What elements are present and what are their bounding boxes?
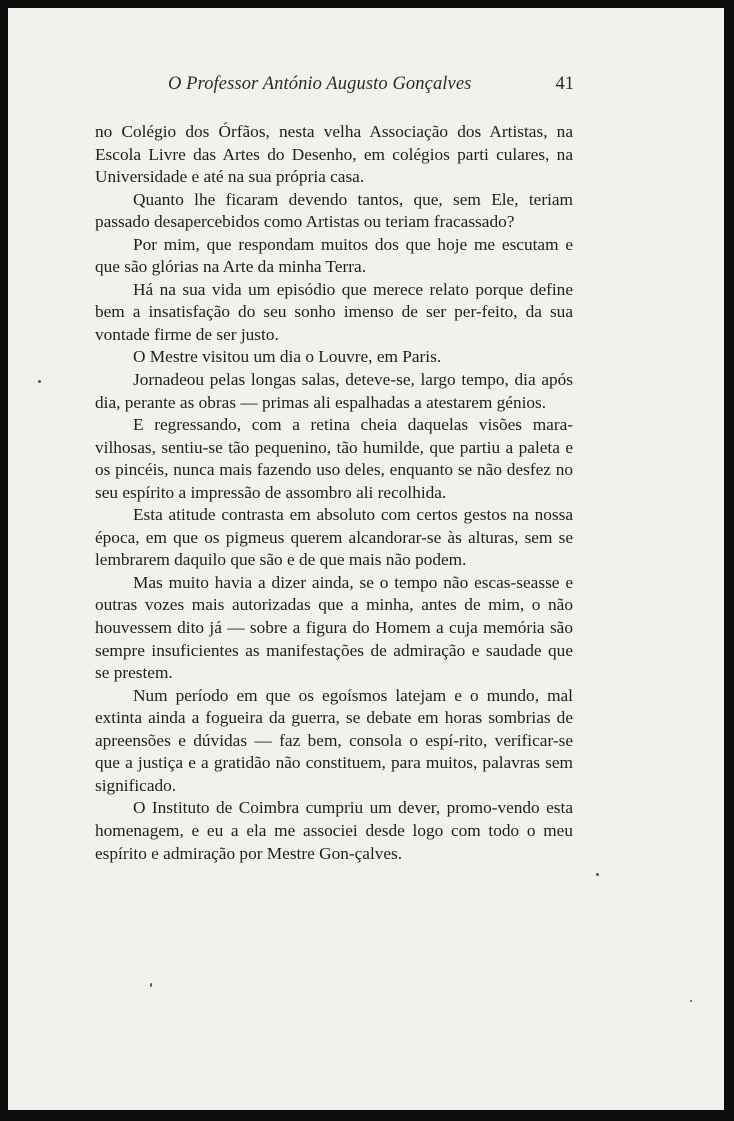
body-text [95,121,573,865]
scan-speck [150,983,152,987]
paragraph-4: Há na sua vida um episódio que merece relato porque define bem a insatisfação do seu sonho imenso de ser per-feito, da sua vontade firme de ser justo. [95,279,573,344]
scan-speck [596,873,599,876]
page-header [168,74,574,100]
paragraph-11: O Instituto de Coimbra cumpriu um dever, promo-vendo esta homenagem, e eu a ela me associei desde logo com todo o meu espírito e admiração por Mestre Gon-çalves. [95,798,573,863]
scan-border-right [724,0,734,1121]
page-number: 41 [555,74,574,94]
scan-border-bottom [0,1110,734,1121]
scan-speck [38,380,41,383]
paragraph-5: O Mestre visitou um dia o Louvre, em Paris. [133,347,442,367]
paragraph-7: E regressando, com a retina cheia daquelas visões mara-vilhosas, sentiu-se tão pequenino, tão humilde, que partiu a paleta e os pincéis, nunca mais fazendo uso deles, enquanto se não desfez no seu espírito a impressão de assombro ali recolhida. [95,415,573,502]
paragraph-10: Num período em que os egoísmos latejam e o mundo, mal extinta ainda a fogueira da guerra, se debate em horas sombrias de apreensões e dúvidas — faz bem, consola o espí-rito, verificar-se que a justiça e a gratidão não constituem, para muitos, palavras sem significado. [95,685,573,795]
paragraph-3: Por mim, que respondam muitos dos que hoje me escutam e que são glórias na Arte da minha Terra. [95,234,573,277]
paragraph-2: Quanto lhe ficaram devendo tantos, que, sem Ele, teriam passado desapercebidos como Artistas ou teriam fracassado? [95,189,573,232]
paragraph-8: Esta atitude contrasta em absoluto com certos gestos na nossa época, em que os pigmeus querem alcandorar-se às alturas, sem se lembrarem daquilo que são e de que mais não podem. [95,505,573,570]
running-title: O Professor António Augusto Gonçalves [168,74,472,94]
paragraph-9: Mas muito havia a dizer ainda, se o tempo não escas-seasse e outras vozes mais autorizadas que a minha, antes de mim, o não houvessem dito já — sobre a figura do Homem a cuja memória são sempre insuficientes as manifestações de admiração e saudade que se prestem. [95,572,573,683]
scan-speck [690,1000,692,1002]
scan-border-top [0,0,734,8]
paragraph-6: Jornadeou pelas longas salas, deteve-se, largo tempo, dia após dia, perante as obras — primas ali espalhadas a atestarem génios. [95,370,573,412]
paragraph-1: no Colégio dos Órfãos, nesta velha Associação dos Artistas, na Escola Livre das Artes do Desenho, em colégios parti culares, na Universidade e até na sua própria casa. [95,122,573,187]
scan-border-left [0,0,8,1121]
